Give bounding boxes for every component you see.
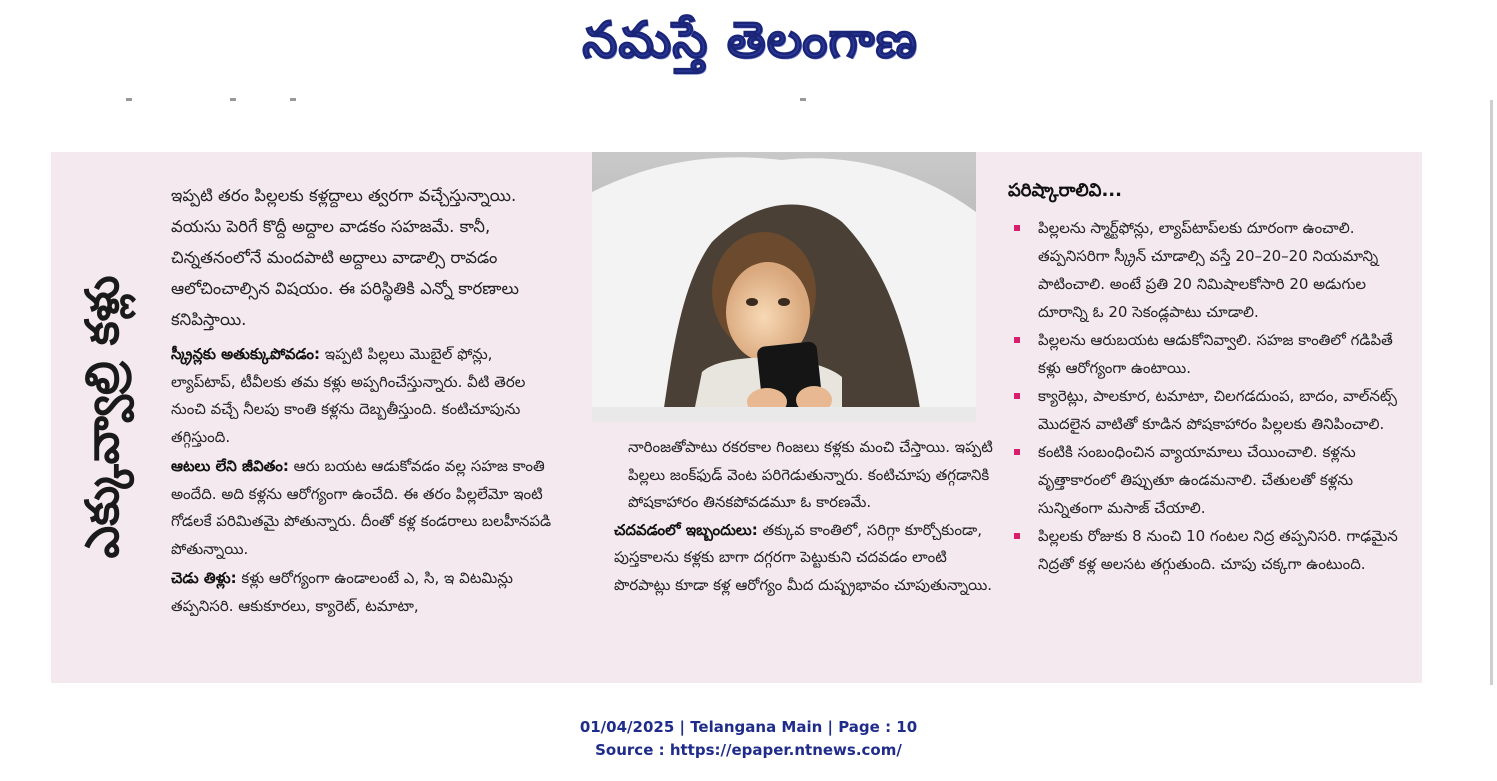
solutions-list [1008, 214, 1418, 578]
list-item-text: పిల్లలను ఆరుబయట ఆడుకోనివ్వాలి. సహజ కాంతిలో గడిపితే కళ్లు ఆరోగ్యంగా ఉంటాయి. [1038, 331, 1393, 377]
section-no-play [171, 453, 556, 563]
list-item [1008, 214, 1418, 326]
list-item-text: క్యారెట్లు, పాలకూర, టమాటా, చిలగడదుంప, బాదం, వాల్‌నట్స్ మొదలైన వాటితో కూడిన పోషకాహారం పిల్లలకు తినిపించాలి. [1038, 387, 1397, 433]
list-item [1008, 438, 1418, 522]
section-heading: స్క్రీన్లకు అతుక్కుపోవడం: [171, 345, 320, 363]
list-item-text: పిల్లలను స్మార్ట్‌ఫోన్లు, ల్యాప్‌టాప్‌లకు దూరంగా ఉంచాలి. తప్పనిసరిగా స్క్రీన్ చూడాల్సి వస్తే 20–20–20 నియమాన్ని పాటించాలి. అంటే ప్రతి 20 నిమిషాలకోసారి 20 అడుగుల దూరాన్ని ఓ 20 సెకండ్లపాటు చూడాలి. [1038, 219, 1379, 321]
solutions-title: పరిష్కారాలివి... [1008, 180, 1122, 201]
bullet-icon [1014, 533, 1020, 539]
scan-artifacts [0, 98, 1497, 106]
article-column-2 [614, 434, 994, 599]
footer-edition-info: 01/04/2025 | Telangana Main | Page : 10 [579, 718, 918, 736]
section-bad-food [171, 565, 556, 620]
list-item-text: పిల్లలకు రోజుకు 8 నుంచి 10 గంటల నిద్ర తప్పనిసరి. గాఢమైన నిద్రతో కళ్ల అలసట తగ్గుతుంది. చూపు చక్కగా ఉంటుంది. [1038, 527, 1398, 573]
section-reading [614, 517, 994, 600]
list-item-text: కంటికి సంబంధించిన వ్యాయామాలు చేయించాలి. కళ్లను వృత్తాకారంలో తిప్పుతూ ఉండమనాలి. చేతులతో కళ్లను సున్నితంగా మసాజ్ చేయాలి. [1038, 443, 1356, 517]
section-text: కళ్లు ఆరోగ్యంగా ఉండాలంటే ఎ, సి, ఇ విటమిన్లు తప్పనిసరి. ఆకుకూరలు, క్యారెట్, టమాటా, [171, 569, 513, 615]
section-text: తక్కువ కాంతిలో, సరిగ్గా కూర్చోకుండా, పుస్తకాలను కళ్లకు బాగా దగ్గరగా పెట్టుకుని చదవడం లాంటి పొరపాట్లు కూడా కళ్ల ఆరోగ్యం మీద దుష్ప్రభావం చూపుతున్నాయి. [614, 520, 993, 594]
lead-paragraph: ఇప్పటి తరం పిల్లలకు కళ్లద్దాలు త్వరగా వచ్చేస్తున్నాయి. వయసు పెరిగే కొద్దీ అద్దాల వాడకం సహజమే. కానీ, చిన్నతనంలోనే మందపాటి అద్దాలు వాడాల్సి రావడం ఆలోచించాల్సిన విషయం. ఈ పరిస్థితికి ఎన్నో కారణాలు కనిపిస్తాయి. [171, 186, 519, 329]
page-edge [1490, 100, 1493, 685]
footer-source-link[interactable]: Source : https://epaper.ntnews.com/ [595, 741, 902, 759]
masthead-title: నమస్తే తెలంగాణ [582, 11, 918, 69]
section-screens [171, 341, 556, 451]
masthead [540, 2, 960, 82]
list-item [1008, 326, 1418, 382]
solutions-box [1008, 176, 1418, 578]
bullet-icon [1014, 337, 1020, 343]
list-item [1008, 382, 1418, 438]
article-headline: ఎక్కువ్వాల్రి కళ్లు [75, 275, 129, 559]
bullet-icon [1014, 449, 1020, 455]
headline-column [51, 152, 165, 683]
footer [0, 716, 1497, 762]
bullet-icon [1014, 225, 1020, 231]
bullet-icon [1014, 393, 1020, 399]
section-text: ఆరు బయట ఆడుకోవడం వల్ల సహజ కాంతి అందేది. అది కళ్లను ఆరోగ్యంగా ఉంచేది. ఈ తరం పిల్లలేమో ఇంటి గోడలకే పరిమితమై పోతున్నారు. దీంతో కళ్ల కండరాలు బలహీనపడి పోతున్నాయి. [171, 457, 552, 558]
section-heading: చెడు తిళ్లు: [171, 569, 237, 587]
child-with-phone-photo [592, 152, 976, 422]
article-clipping [51, 152, 1422, 683]
continuation-paragraph: నారింజతోపాటు రకరకాల గింజలు కళ్లకు మంచి చేస్తాయి. ఇప్పటి పిల్లలు జంక్‌ఫుడ్ వెంట పరిగెడుతున్నారు. కంటిచూపు తగ్గడానికి పోషకాహారం తినకపోవడమూ ఓ కారణమే. [628, 438, 993, 511]
section-heading: చదవడంలో ఇబ్బందులు: [614, 520, 758, 539]
section-text: ఇప్పటి పిల్లలు మొబైల్ ఫోన్లు, ల్యాప్‌టాప్, టీవీలకు తమ కళ్లు అప్పగించేస్తున్నారు. వీటి తెరల నుంచి వచ్చే నీలపు కాంతి కళ్లను దెబ్బతీస్తుంది. కంటిచూపును తగ్గిస్తుంది. [171, 345, 526, 446]
article-column-1 [171, 180, 556, 620]
list-item [1008, 522, 1418, 578]
section-heading: ఆటలు లేని జీవితం: [171, 457, 289, 475]
